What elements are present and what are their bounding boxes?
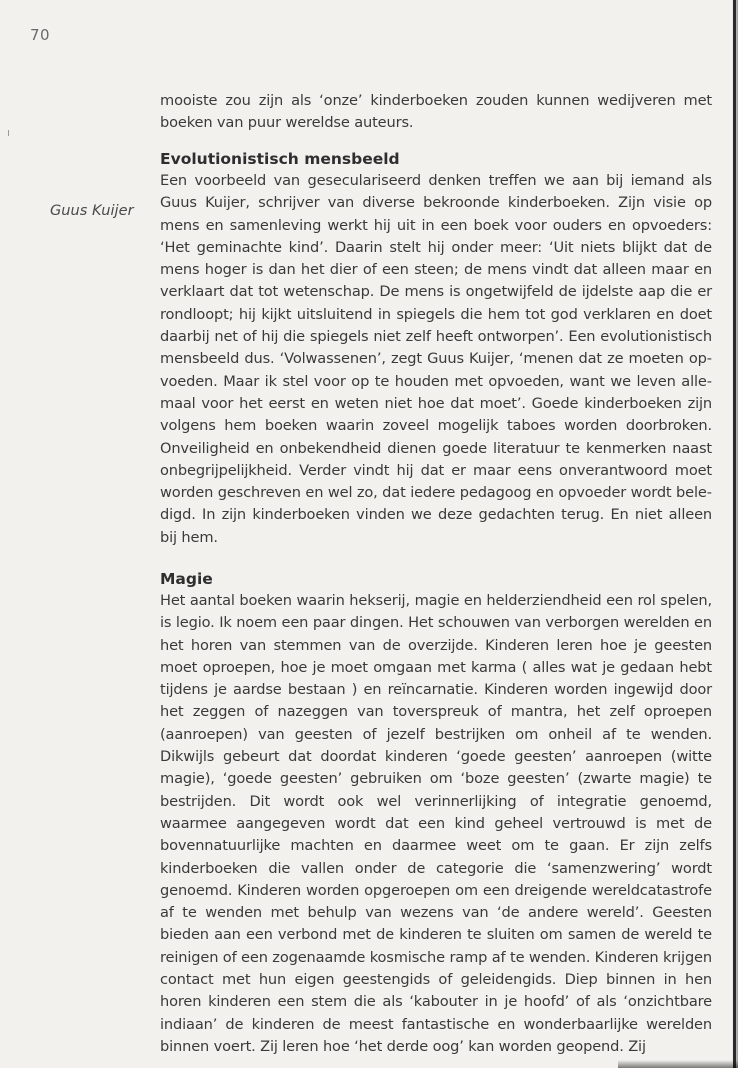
section-paragraph: Een voorbeeld van geseculariseerd denken treffen we aan bij iemand als Guus Kuijer, schrijver van diverse bekroonde kinderboeken. Zijn visie op mens en samenleving werkt hij uit in een boek voor ouders en opvoeders: ‘Het geminachte kind’. Daarin stelt hij onder meer: ‘Uit niets blijkt dat de mens hoger is dan het dier of een steen; de mens vindt dat alleen maar en verklaart dat tot wetenschap. De mens is ongetwijfeld de ijdelste aap die er rondloopt; hij kijkt uitsluitend in spiegels die hem tot god verklaren en doet daarbij net of hij die spiegels niet zelf heeft ontworpen’. Een evolutionistisch mensbeeld dus. ‘Volwassenen’, zegt Guus Kuijer, ‘menen dat ze moeten opvoeden. Maar ik stel voor op te houden met opvoeden, want we leven allemaal voor het eerst en weten niet hoe dat moet’. Goede kinderboeken zijn volgens hem boeken waarin zoveel mogelijk taboes worden doorbroken. Onveiligheid en onbekendheid dienen goede literatuur te kenmerken naast onbegrijpelijkheid. Verder vindt hij dat er maar eens onverantwoord moet worden geschreven en wel zo, dat iedere pedagoog en opvoeder wordt beledigd. In zijn kinderboeken vinden we deze gedachten terug. En niet alleen bij hem. (160, 172, 712, 546)
margin-mark (8, 130, 9, 136)
section-heading: Evolutionistisch mensbeeld (160, 150, 400, 168)
section-magie (160, 568, 712, 1058)
page-bottom-shadow (618, 1060, 738, 1068)
intro-paragraph-block (160, 90, 712, 135)
page-edge-line (733, 0, 736, 1068)
intro-paragraph: mooiste zou zijn als ‘onze’ kinderboeken zouden kunnen wedijveren met boeken van puur wereldse auteurs. (160, 92, 712, 132)
section-heading: Magie (160, 570, 213, 588)
section-paragraph: Het aantal boeken waarin hekserij, magie en helderziendheid een rol spelen, is legio. Ik noem een paar dingen. Het schouwen van verborgen werelden en het horen van stemmen van de overzijde. Kinderen leren hoe je geesten moet oproepen, hoe je moet omgaan met karma ( alles wat je gedaan hebt tijdens je aardse bestaan ) en reïncarnatie. Kinderen worden ingewijd door het zeggen of nazeggen van toverspreuk of mantra, het zelf oproepen (aanroepen) van geesten of jezelf bestrijken om onheil af te wenden. Dikwijls gebeurt dat doordat kinderen ‘goede geesten’ aanroepen (witte magie), ‘goede geesten’ gebruiken om ‘boze geesten’ (zwarte magie) te bestrijden. Dit wordt ook wel verinnerlijking of integratie genoemd, waarmee aangegeven wordt dat een kind geheel vertrouwd is met de bovennatuurlijke machten en daarmee weet om te gaan. Er zijn zelfs kinderboeken die vallen onder de categorie die ‘samenzwering’ wordt genoemd. Kinderen worden opgeroepen om een dreigende wereldcatastrofe af te wenden met behulp van wezens van ‘de andere wereld’. Geesten bieden aan een verbond met de kinderen te sluiten om samen de wereld te reinigen of een zogenaamde kosmische ramp af te wenden. Kinderen krijgen contact met hun eigen geestengids of geleidengids. Diep binnen in hen horen kinderen een stem die als ‘kabouter in je hoofd’ of als ‘onzichtbare indiaan’ de kinderen de meest fantastische en wonderbaarlijke werelden binnen voert. Zij leren hoe ‘het derde oog’ kan worden geopend. Zij (160, 592, 712, 1055)
page-number: 70 (30, 26, 51, 44)
section-evolutionistisch-mensbeeld (160, 148, 712, 549)
margin-note-guus-kuijer: Guus Kuijer (50, 202, 134, 219)
